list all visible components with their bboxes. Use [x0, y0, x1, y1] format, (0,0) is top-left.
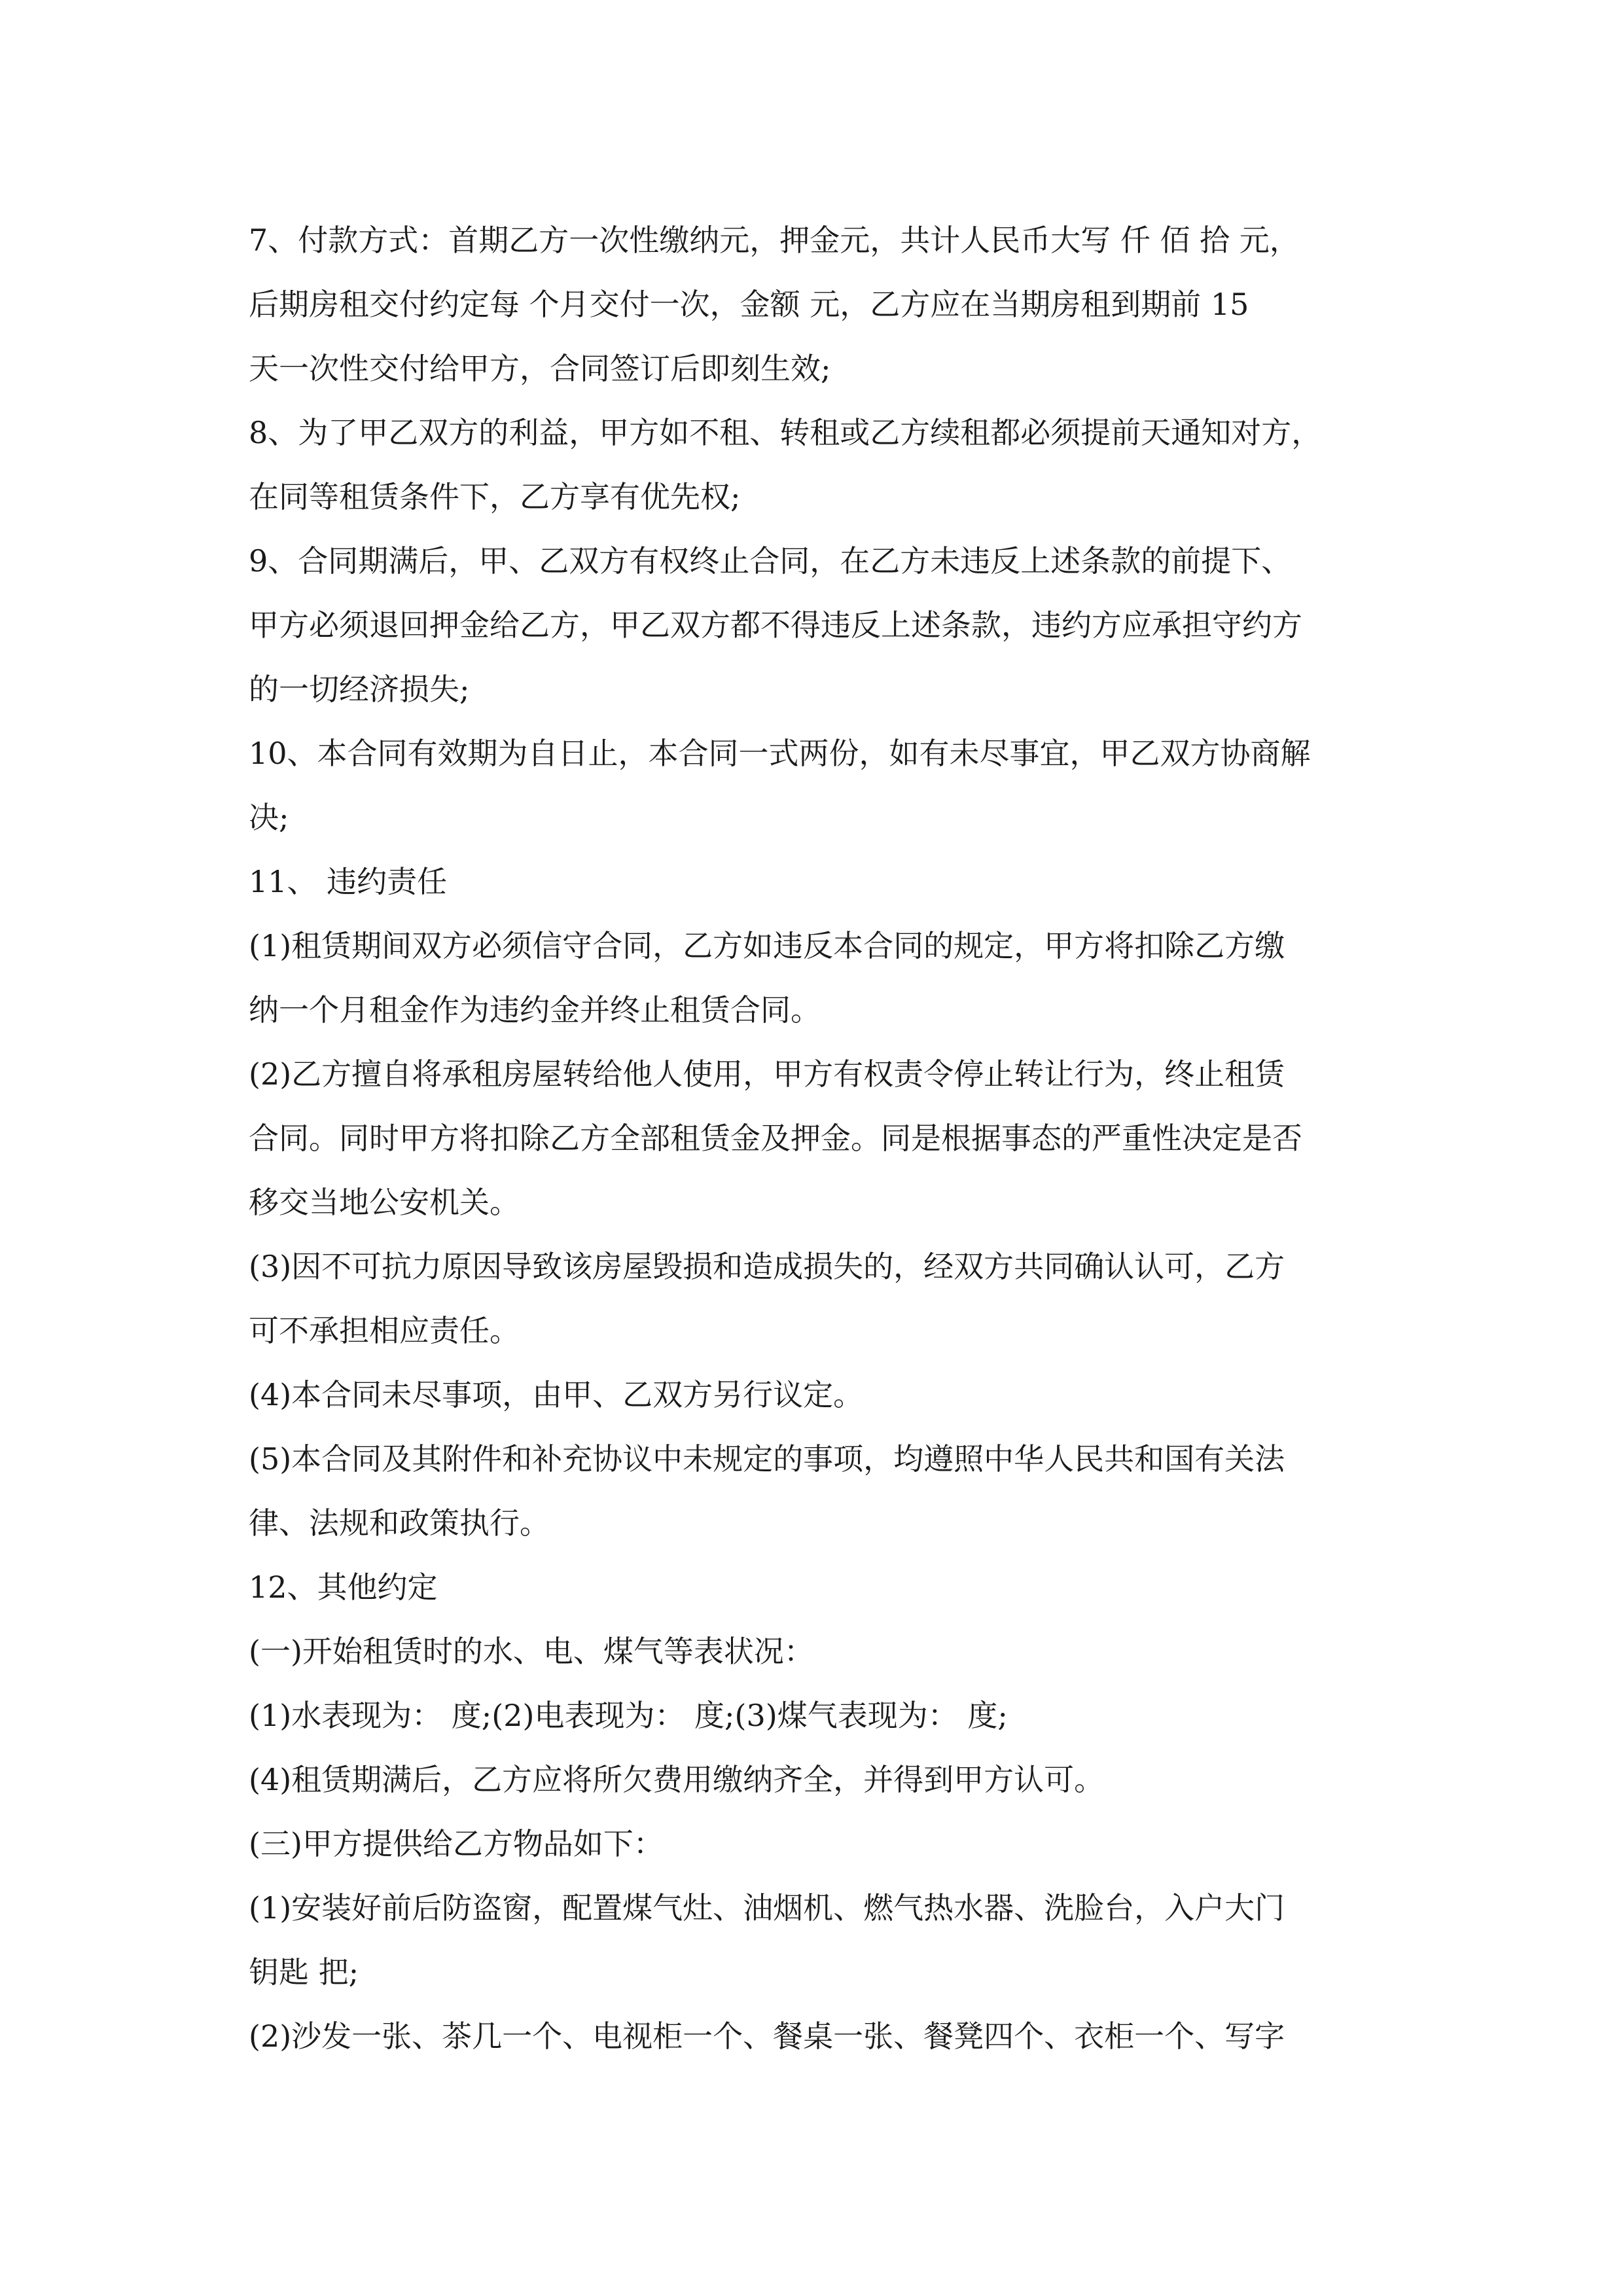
contract-text-body: [249, 208, 1400, 2068]
section-heading-other: 12、其他约定: [249, 1570, 438, 1605]
text-line: 移交当地公安机关。: [249, 1185, 520, 1220]
text-line: (三)甲方提供给乙方物品如下：: [249, 1826, 664, 1861]
text-line: 10、本合同有效期为自日止，本合同一式两份，如有未尽事宜，甲乙双方协商解: [249, 736, 1311, 771]
text-line: 钥匙 把;: [249, 1954, 359, 1990]
text-line: 纳一个月租金作为违约金并终止租赁合同。: [249, 992, 821, 1028]
text-line: 7、付款方式：首期乙方一次性缴纳元，押金元，共计人民币大写 仟 佰 拾 元，: [249, 223, 1300, 258]
text-line: 后期房租交付约定每 个月交付一次，金额 元，乙方应在当期房租到期前 15: [249, 287, 1249, 322]
text-line: 8、为了甲乙双方的利益，甲方如不租、转租或乙方续租都必须提前天通知对方，: [249, 415, 1322, 450]
text-line: (3)因不可抗力原因导致该房屋毁损和造成损失的，经双方共同确认认可，乙方: [249, 1249, 1285, 1284]
text-line: 律、法规和政策执行。: [249, 1505, 550, 1541]
text-line: 天一次性交付给甲方，合同签订后即刻生效;: [249, 351, 831, 386]
text-line: (1)水表现为： 度;(2)电表现为： 度;(3)煤气表现为： 度;: [249, 1698, 1008, 1733]
text-line: (4)租赁期满后，乙方应将所欠费用缴纳齐全，并得到甲方认可。: [249, 1762, 1105, 1797]
text-line: (4)本合同未尽事项，由甲、乙双方另行议定。: [249, 1377, 864, 1412]
text-line: 决;: [249, 800, 289, 835]
text-line: 9、合同期满后，甲、乙双方有权终止合同，在乙方未违反上述条款的前提下、: [249, 543, 1292, 579]
text-line: 甲方必须退回押金给乙方，甲乙双方都不得违反上述条款，违约方应承担守约方: [249, 607, 1302, 643]
text-line: 的一切经济损失;: [249, 672, 470, 707]
text-line: 在同等租赁条件下，乙方享有优先权;: [249, 479, 741, 514]
text-line: (2)乙方擅自将承租房屋转给他人使用，甲方有权责令停止转让行为，终止租赁: [249, 1056, 1285, 1092]
text-line: 可不承担相应责任。: [249, 1313, 520, 1348]
text-line: (一)开始租赁时的水、电、煤气等表状况：: [249, 1634, 814, 1669]
text-line: (1)安装好前后防盗窗，配置煤气灶、油烟机、燃气热水器、洗脸台，入户大门: [249, 1890, 1285, 1926]
section-heading-breach: 11、 违约责任: [249, 864, 448, 899]
text-line: (5)本合同及其附件和补充协议中未规定的事项，均遵照中华人民共和国有关法: [249, 1441, 1285, 1477]
text-line: 合同。同时甲方将扣除乙方全部租赁金及押金。同是根据事态的严重性决定是否: [249, 1121, 1302, 1156]
text-line: (2)沙发一张、茶几一个、电视柜一个、餐桌一张、餐凳四个、衣柜一个、写字: [249, 2018, 1285, 2054]
text-line: (1)租赁期间双方必须信守合同，乙方如违反本合同的规定，甲方将扣除乙方缴: [249, 928, 1285, 963]
